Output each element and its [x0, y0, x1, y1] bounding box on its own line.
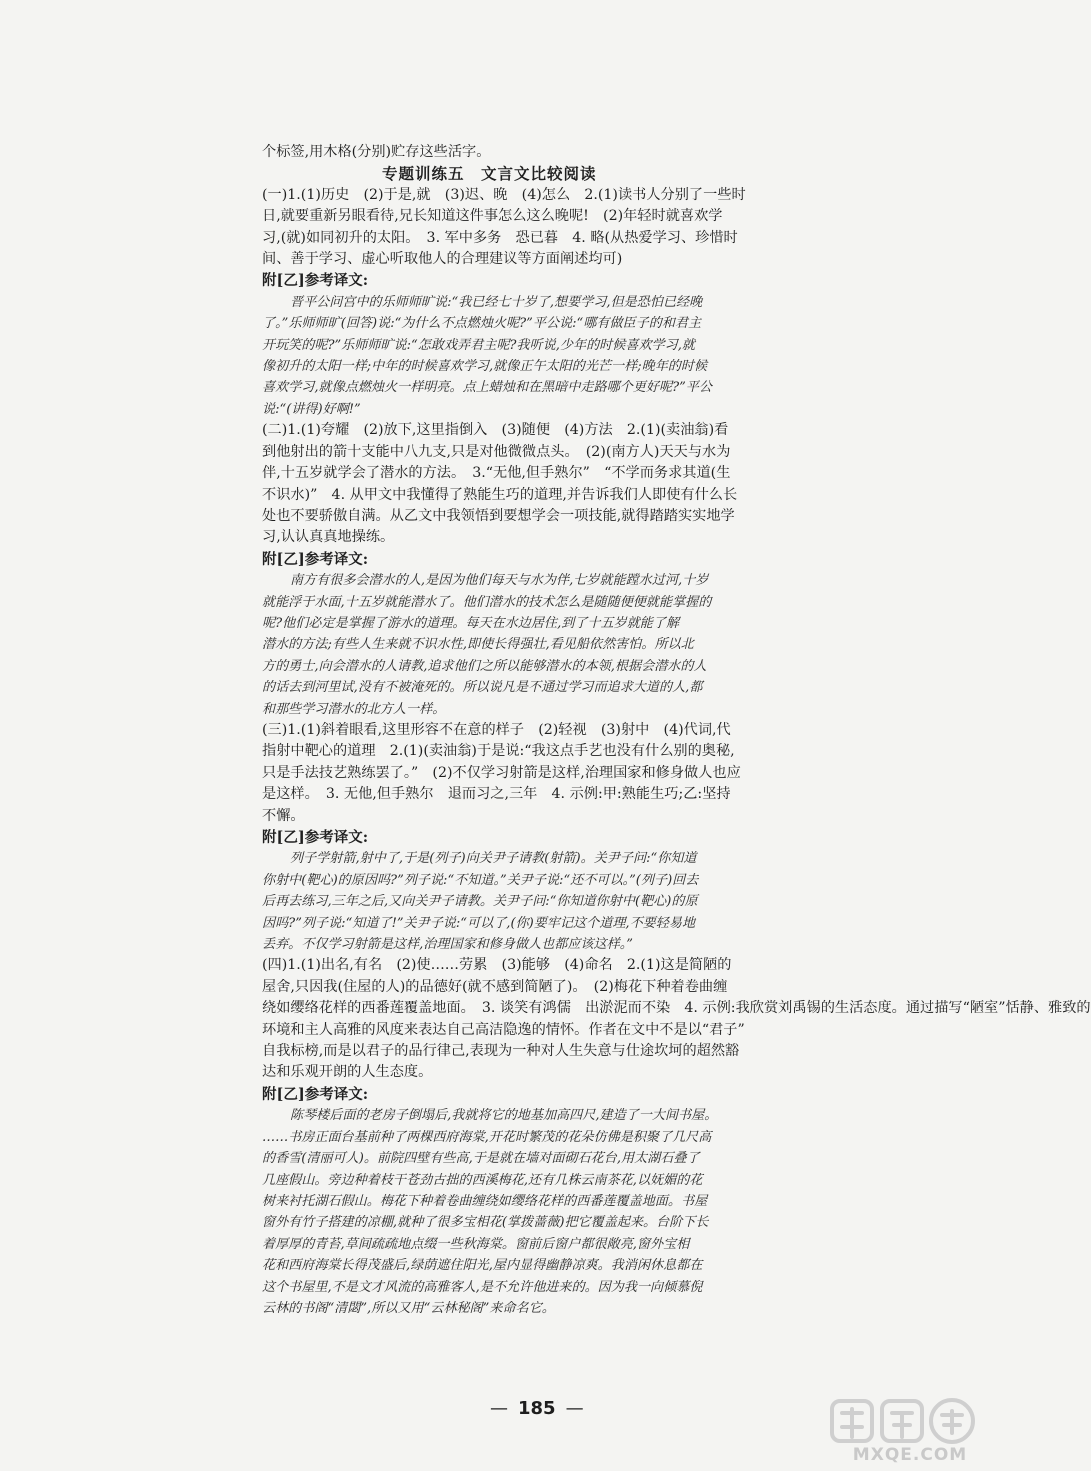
middle-column-line: 说:“(讲得)好啊!”: [262, 401, 361, 417]
page-number-value: 185: [518, 1398, 556, 1419]
middle-column-line: 习,认认真真地操练。: [262, 529, 395, 546]
middle-column-line: 陈琴楼后面的老房子倒塌后,我就将它的地基加高四尺,建造了一大间书屋。: [290, 1108, 718, 1124]
middle-column-line: 花和西府海棠长得茂盛后,绿荫遮住阳光,屋内显得幽静凉爽。我消闲休息都在: [262, 1258, 703, 1274]
middle-column-line: 是这样。 3. 无他,但手熟尔 退而习之,三年 4. 示例:甲:熟能生巧;乙:坚持: [262, 786, 731, 803]
middle-column-text: [262, 142, 1091, 1319]
middle-column-line: 附[乙]参考译文:: [262, 550, 369, 568]
middle-column-line: 着厚厚的青苔,草间疏疏地点缀一些秋海棠。窗前后窗户都很敞亮,窗外宝相: [262, 1236, 690, 1252]
middle-column-line: 习,(就)如同初升的太阳。 3. 军中多务 恐已暮 4. 略(从热爱学习、珍惜时: [262, 229, 738, 246]
middle-column-line: 窗外有竹子搭建的凉棚,就种了很多宝相花(掌拨蔷薇)把它覆盖起来。台阶下长: [262, 1215, 709, 1231]
watermark: [820, 1395, 1000, 1471]
middle-column-line: 晋平公问宫中的乐师师旷说:“我已经七十岁了,想要学习,但是恐怕已经晚: [290, 294, 703, 310]
middle-column-line: (三)1.(1)斜着眼看,这里形容不在意的样子 (2)轻视 (3)射中 (4)代词,代: [262, 721, 731, 738]
middle-column-line: 个标签,用木格(分别)贮存这些活字。: [262, 144, 491, 160]
middle-column-line: 树来衬托湖石假山。梅花下种着卷曲缠绕如缨络花样的西番莲覆盖地面。书屋: [262, 1193, 708, 1209]
middle-column-line: 达和乐观开朗的人生态度。: [262, 1064, 433, 1081]
watermark-logo-icon: [820, 1395, 1000, 1447]
middle-column-line: 不识水)” 4. 从甲文中我懂得了熟能生巧的道理,并告诉我们人即使有什么长: [262, 486, 738, 503]
middle-column-line: 自我标榜,而是以君子的品行律己,表现为一种对人生失意与仕途坎坷的超然豁: [262, 1043, 740, 1060]
middle-column-line: (一)1.(1)历史 (2)于是,就 (3)迟、晚 (4)怎么 2.(1)读书人分别了一些时: [262, 186, 746, 203]
middle-column-line: 丢弃。不仅学习射箭是这样,治理国家和修身做人也都应该这样。”: [262, 937, 633, 953]
middle-column-line: 间、善于学习、虚心听取他人的合理建议等方面阐述均可): [262, 251, 623, 268]
middle-column-line: 几座假山。旁边种着枝干苍劲古拙的西溪梅花,还有几株云南茶花,以妩媚的花: [262, 1172, 703, 1188]
middle-column-line: 像初升的太阳一样;中年的时候喜欢学习,就像正午太阳的光芒一样;晚年的时候: [262, 359, 708, 375]
middle-column-line: 屋舍,只因我(住屋的人)的品德好(就不感到简陋了)。 (2)梅花下种着卷曲缠: [262, 978, 728, 995]
middle-column-line: ……书房正面台基前种了两棵西府海棠,开花时繁茂的花朵仿佛是积聚了几尺高: [262, 1129, 712, 1145]
page-number-dash-left: —: [490, 1398, 508, 1419]
middle-column-line: 云林的书阁“清閟”,所以又用“云林秘阁”来命名它。: [262, 1300, 555, 1316]
middle-column-line: 就能浮于水面,十五岁就能潜水了。他们潜水的技术怎么是随随便便就能掌握的: [262, 594, 712, 610]
middle-column-line: 的话去到河里试,没有不被淹死的。所以说凡是不通过学习而追求大道的人,都: [262, 680, 703, 696]
middle-column-line: 绕如缨络花样的西番莲覆盖地面。 3. 谈笑有鸿儒 出淤泥而不染 4. 示例:我欣赏刘禹锡的生活态度。通过描写“陋室”恬静、雅致的: [262, 1000, 1091, 1017]
middle-column-line: 指射中靶心的道理 2.(1)(卖油翁)于是说:“我这点手艺也没有什么别的奥秘,: [262, 743, 735, 760]
middle-column-line: 了。”乐师师旷(回答)说:“为什么不点燃烛火呢?”平公说:“哪有做臣子的和君主: [262, 316, 702, 332]
middle-column-line: 喜欢学习,就像点燃烛火一样明亮。点上蜡烛和在黑暗中走路哪个更好呢?”平公: [262, 380, 712, 396]
middle-column-line: 到他射出的箭十支能中八九支,只是对他微微点头。 (2)(南方人)天天与水为: [262, 443, 731, 460]
page-number-dash-right: —: [565, 1398, 584, 1419]
middle-column-line: 附[乙]参考译文:: [262, 1085, 369, 1103]
middle-column-line: 南方有很多会潜水的人,是因为他们每天与水为伴,七岁就能蹚水过河,十岁: [290, 573, 709, 589]
middle-column-line: 你射中(靶心)的原因吗?”列子说:“不知道。”关尹子说:“还不可以。”(列子)回去: [262, 872, 699, 888]
watermark-text: MXQE.COM: [852, 1445, 968, 1465]
middle-column-line: 伴,十五岁就学会了潜水的方法。 3.“无他,但手熟尔” “不学而务求其道(生: [262, 465, 731, 482]
middle-column-line: 后再去练习,三年之后,又向关尹子请教。关尹子问:“你知道你射中(靶心)的原: [262, 894, 698, 910]
middle-column-line: 专题训练五 文言文比较阅读: [382, 164, 597, 184]
middle-column-line: 附[乙]参考译文:: [262, 829, 369, 846]
middle-column-line: 只是手法技艺熟练罢了。” (2)不仅学习射箭是这样,治理国家和修身做人也应: [262, 764, 741, 781]
page-number: [480, 1398, 594, 1419]
middle-column-line: 日,就要重新另眼看待,兄长知道这件事怎么这么晚呢! (2)年轻时就喜欢学: [262, 208, 723, 225]
middle-column-line: 这个书屋里,不是文才风流的高雅客人,是不允许他进来的。因为我一向倾慕倪: [262, 1279, 703, 1295]
middle-column-line: 的香雪(清丽可人)。前院四壁有些高,于是就在墙对面砌石花台,用太湖石叠了: [262, 1151, 700, 1167]
middle-column-line: (二)1.(1)夸耀 (2)放下,这里指倒入 (3)随便 (4)方法 2.(1)(卖油翁)看: [262, 422, 729, 439]
middle-column-line: 呢?他们必定是掌握了游水的道理。每天在水边居住,到了十五岁就能了解: [262, 615, 680, 631]
middle-column-line: 潜水的方法;有些人生来就不识水性,即使长得强壮,看见船依然害怕。所以北: [262, 637, 694, 653]
middle-column-line: 不懈。: [262, 807, 305, 824]
middle-column-line: (四)1.(1)出名,有名 (2)使……劳累 (3)能够 (4)命名 2.(1)这是简陋的: [262, 957, 732, 974]
middle-column-line: 和那些学习潜水的北方人一样。: [262, 701, 446, 717]
middle-column-line: 处也不要骄傲自满。从乙文中我领悟到要想学会一项技能,就得踏踏实实地学: [262, 507, 735, 524]
middle-column-line: 附[乙]参考译文:: [262, 272, 369, 290]
middle-column-line: 开玩笑的呢?”乐师师旷说:“怎敢戏弄君主呢?我听说,少年的时候喜欢学习,就: [262, 337, 695, 353]
middle-column-line: 环境和主人高雅的风度来表达自己高洁隐逸的情怀。作者在文中不是以“君子”: [262, 1021, 745, 1038]
middle-column-line: 列子学射箭,射中了,于是(列子)向关尹子请教(射箭)。关尹子问:“你知道: [290, 851, 697, 867]
middle-column-line: 因吗?”列子说:“知道了!”关尹子说:“可以了,(你)要牢记这个道理,不要轻易地: [262, 915, 696, 931]
middle-column-line: 方的勇士,向会潜水的人请教,追求他们之所以能够潜水的本领,根据会潜水的人: [262, 658, 707, 674]
